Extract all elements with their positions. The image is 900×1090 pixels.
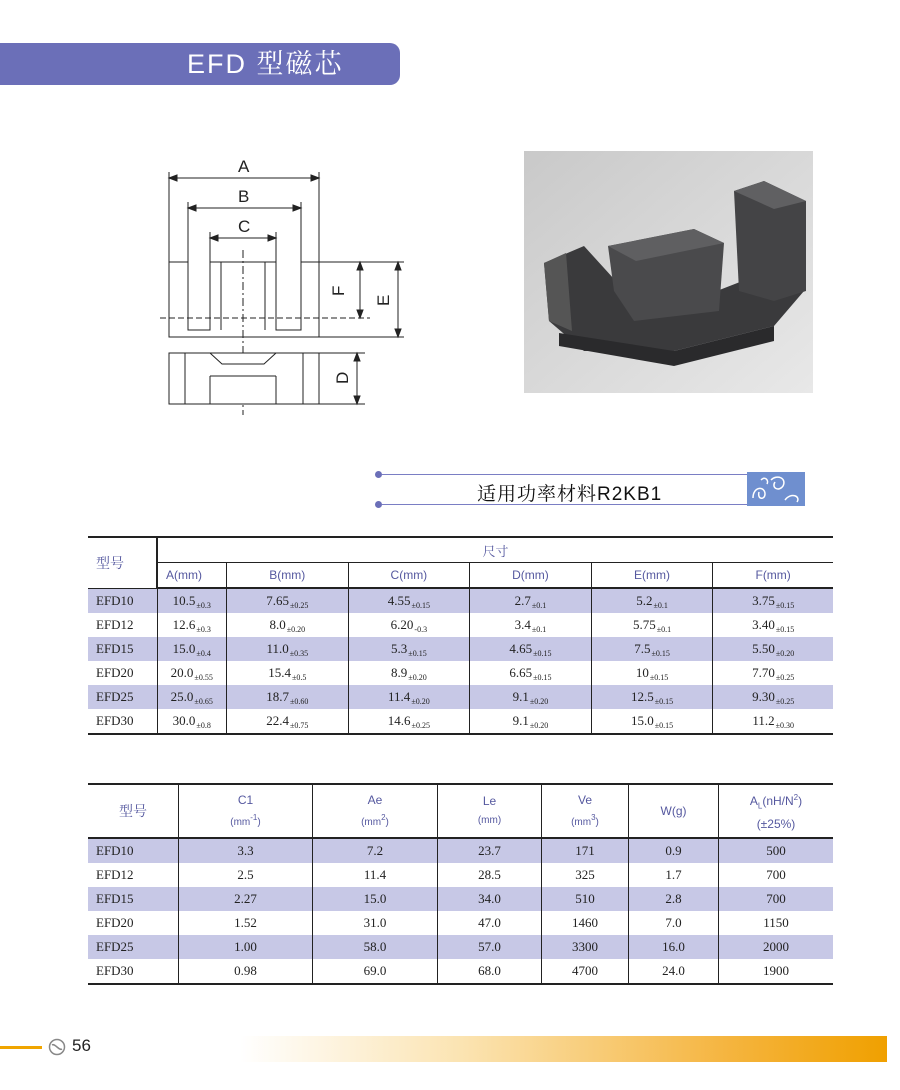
dimension-tolerance: ±0.15 <box>654 720 674 730</box>
dimension-tolerance: ±0.15 <box>533 648 552 658</box>
dimension-tolerance: ±0.5 <box>291 672 307 682</box>
dimension-tolerance: ±0.15 <box>775 624 795 634</box>
parameter-cell: 1.52 <box>179 911 313 935</box>
table1-group-header: 尺寸 <box>157 537 833 563</box>
table1-body <box>88 588 833 734</box>
dimension-tolerance: ±0.20 <box>411 696 430 706</box>
dimension-value: 15.4 <box>268 664 291 680</box>
dimension-cell <box>591 637 713 661</box>
dimension-cell <box>713 613 833 637</box>
dimension-value: 25.0 <box>170 688 194 704</box>
dimension-tolerance: ±0.15 <box>411 600 430 610</box>
table2-col-c1-unit: (mm <box>230 816 251 828</box>
dimension-cell <box>348 637 470 661</box>
table2-col-ve-unit: (mm <box>571 816 592 828</box>
dimension-cell <box>348 613 470 637</box>
material-bar-top-line <box>382 474 747 475</box>
dimension-tolerance: ±0.15 <box>408 648 427 658</box>
dimension-tolerance: ±0.25 <box>775 696 795 706</box>
dimension-value: 30.0 <box>172 712 196 728</box>
dimension-tolerance: ±0.20 <box>408 672 427 682</box>
dimension-value: 5.3 <box>391 640 408 656</box>
dimension-value: 3.75 <box>752 592 775 608</box>
dimension-tolerance: ±0.20 <box>775 648 795 658</box>
dimension-value: 5.2 <box>636 592 653 608</box>
dimension-tolerance: ±0.20 <box>529 696 549 706</box>
dimension-value: 3.40 <box>752 616 775 632</box>
parameter-cell: 68.0 <box>438 959 542 984</box>
table2-header-row <box>88 784 833 838</box>
table2-col-ve-close: ) <box>595 816 599 828</box>
parameter-cell: 15.0 <box>313 887 438 911</box>
dimension-cell <box>227 588 349 613</box>
dimension-cell <box>348 661 470 685</box>
table2-col-al-close: ) <box>798 793 803 808</box>
dimension-value: 11.4 <box>388 688 411 704</box>
page-title-banner <box>0 43 400 85</box>
dimension-cell <box>591 661 713 685</box>
dimension-cell <box>713 661 833 685</box>
parameter-cell: 3300 <box>542 935 629 959</box>
dimension-value: 18.7 <box>266 688 289 704</box>
parameter-cell: 171 <box>542 838 629 863</box>
dimension-tolerance: ±0.15 <box>775 600 795 610</box>
dimension-value: 11.2 <box>752 712 775 728</box>
parameter-cell: 3.3 <box>179 838 313 863</box>
model-cell: EFD20 <box>96 915 134 930</box>
parameter-cell: 16.0 <box>629 935 719 959</box>
model-cell: EFD15 <box>88 887 179 911</box>
dimension-value: 6.20 <box>390 616 414 632</box>
table1-col-d: D(mm) <box>470 563 592 589</box>
parameter-cell: 1900 <box>719 959 834 984</box>
table-row <box>88 709 833 734</box>
dimension-tolerance: ±0.35 <box>289 648 309 658</box>
dimension-value: 9.30 <box>752 688 775 704</box>
table2-col-ae-name: Ae <box>367 792 383 807</box>
dimension-cell <box>157 661 227 685</box>
parameter-cell: 2.5 <box>179 863 313 887</box>
table-row <box>88 887 833 911</box>
table1-col-b: B(mm) <box>227 563 349 589</box>
dimension-tolerance: ±0.1 <box>653 600 668 610</box>
dimension-cell <box>348 709 470 734</box>
dimension-value: 9.1 <box>512 712 529 728</box>
model-cell: EFD15 <box>88 637 157 661</box>
parameter-cell: 47.0 <box>438 911 542 935</box>
dimension-cell <box>470 685 592 709</box>
table2-col-c1-name: C1 <box>237 792 254 807</box>
parameter-cell: 7.2 <box>313 838 438 863</box>
label-b: B <box>238 187 250 206</box>
label-e: E <box>374 294 393 306</box>
dimension-cell <box>470 709 592 734</box>
dimension-tolerance: ±0.1 <box>531 624 547 634</box>
model-cell: EFD20 <box>96 665 134 680</box>
dimension-tolerance: ±0.3 <box>196 624 211 634</box>
footer-logo-icon <box>48 1038 66 1056</box>
parameter-cell: 24.0 <box>629 959 719 984</box>
dimension-value: 15.0 <box>172 640 196 656</box>
table2-col-ae-unit: (mm <box>361 816 382 828</box>
dimension-tolerance: ±0.3 <box>196 600 211 610</box>
parameter-cell: 2000 <box>719 935 834 959</box>
parameter-cell: 0.98 <box>179 959 313 984</box>
dimension-value: 10.5 <box>172 592 196 608</box>
dimension-value: 5.75 <box>632 616 656 632</box>
dimension-cell <box>227 709 349 734</box>
table1-group-row <box>88 537 833 563</box>
table1-col-a: A(mm) <box>157 563 227 589</box>
dimension-value: 6.65 <box>509 664 533 680</box>
table-row <box>88 935 833 959</box>
dimension-value: 8.9 <box>391 664 408 680</box>
table-row <box>88 613 833 637</box>
dimension-cell <box>157 588 227 613</box>
table2-col-le-unit: (mm) <box>477 815 502 826</box>
dimension-cell <box>157 685 227 709</box>
dimension-cell <box>348 588 470 613</box>
parameter-cell: 2.8 <box>629 887 719 911</box>
table2-model-header: 型号 <box>88 784 179 838</box>
dimension-cell <box>227 637 349 661</box>
table2-col-le <box>438 784 542 838</box>
dimension-cell <box>157 613 227 637</box>
table2-col-al <box>719 784 834 838</box>
parameter-cell: 1.00 <box>179 935 313 959</box>
dimensions-table <box>88 536 833 735</box>
dimension-tolerance: ±0.55 <box>194 672 213 682</box>
dimension-cell <box>157 709 227 734</box>
dimension-tolerance: ±0.65 <box>194 696 213 706</box>
label-d: D <box>333 371 352 384</box>
parameter-cell: 1460 <box>542 911 629 935</box>
table-row <box>88 685 833 709</box>
dimension-tolerance: ±0.25 <box>411 720 430 730</box>
table2-col-c1 <box>179 784 313 838</box>
parameter-cell: 700 <box>719 887 834 911</box>
material-bar-dot-top <box>375 471 382 478</box>
table2-col-al-sup: 2 <box>793 792 799 802</box>
dimension-value: 14.6 <box>387 712 411 728</box>
model-cell: EFD25 <box>88 935 179 959</box>
model-cell: EFD12 <box>96 617 134 632</box>
parameter-cell: 4700 <box>542 959 629 984</box>
dimension-tolerance: -0.3 <box>414 624 428 634</box>
label-c: C <box>238 217 251 236</box>
table1-col-f: F(mm) <box>713 563 833 589</box>
parameter-cell: 1150 <box>719 911 834 935</box>
parameter-cell: 57.0 <box>438 935 542 959</box>
parameter-cell: 325 <box>542 863 629 887</box>
table-row <box>88 588 833 613</box>
material-title: 适用功率材料R2KB1 <box>477 484 663 505</box>
table2-col-c1-sup: -1 <box>250 812 258 822</box>
table1-col-c: C(mm) <box>348 563 470 589</box>
parameter-cell: 510 <box>542 887 629 911</box>
dimension-cell <box>591 588 713 613</box>
dimension-cell <box>591 709 713 734</box>
dimension-cell <box>470 637 592 661</box>
dimension-tolerance: ±0.8 <box>196 720 211 730</box>
table1-model-header: 型号 <box>88 537 157 588</box>
material-bar-dot-bottom <box>375 501 382 508</box>
parameter-cell: 23.7 <box>438 838 542 863</box>
page-number: 56 <box>72 1036 91 1055</box>
dimension-tolerance: ±0.15 <box>649 672 669 682</box>
dimension-cell <box>470 613 592 637</box>
page-title: EFD 型磁芯 <box>187 49 344 79</box>
dimension-cell <box>713 588 833 613</box>
dimension-tolerance: ±0.1 <box>531 600 547 610</box>
dimension-value: 4.55 <box>387 592 411 608</box>
dimension-value: 12.5 <box>630 688 654 704</box>
model-cell: EFD10 <box>88 838 179 863</box>
dimension-value: 7.65 <box>266 592 289 608</box>
parameter-cell: 700 <box>719 863 834 887</box>
table-row <box>88 863 833 887</box>
dimension-value: 4.65 <box>509 640 533 656</box>
dimension-cell <box>348 685 470 709</box>
parameter-cell: 31.0 <box>313 911 438 935</box>
dimension-tolerance: ±0.20 <box>286 624 306 634</box>
dimension-value: 5.50 <box>752 640 775 656</box>
table2-col-ae <box>313 784 438 838</box>
dimension-cell <box>713 685 833 709</box>
dimension-tolerance: ±0.20 <box>529 720 549 730</box>
dimension-cell <box>227 613 349 637</box>
table2-col-al-sub: L <box>757 801 763 811</box>
table-row <box>88 838 833 863</box>
dimension-tolerance: ±0.4 <box>196 648 211 658</box>
dimension-value: 12.6 <box>172 616 196 632</box>
dimension-value: 20.0 <box>170 664 194 680</box>
dimension-cell <box>591 685 713 709</box>
dimension-value: 7.5 <box>634 640 651 656</box>
dimension-cell <box>227 661 349 685</box>
table2-col-le-name: Le <box>482 794 497 808</box>
dimension-value: 10 <box>635 664 649 680</box>
parameter-cell: 58.0 <box>313 935 438 959</box>
dimension-cell <box>713 637 833 661</box>
parameter-cell: 2.27 <box>179 887 313 911</box>
table2-col-al-tail: (nH/N <box>762 793 794 808</box>
dimension-value: 9.1 <box>512 688 529 704</box>
footer-accent-bar <box>0 1046 42 1049</box>
material-bar <box>375 470 805 508</box>
dimension-value: 8.0 <box>269 616 286 632</box>
dimension-value: 11.0 <box>266 640 289 656</box>
parameter-cell: 1.7 <box>629 863 719 887</box>
label-a: A <box>238 157 250 176</box>
dimension-cell <box>227 685 349 709</box>
table2-col-ve <box>542 784 629 838</box>
table-row <box>88 661 833 685</box>
parameter-cell: 69.0 <box>313 959 438 984</box>
table2-col-ve-name: Ve <box>577 792 592 807</box>
dimension-tolerance: ±0.15 <box>533 672 552 682</box>
table2-col-ae-sup: 2 <box>381 812 386 822</box>
table2-col-w: W(g) <box>629 784 719 838</box>
parameter-cell: 0.9 <box>629 838 719 863</box>
dimension-tolerance: ±0.75 <box>289 720 309 730</box>
core-product-photo <box>524 151 813 393</box>
table-row <box>88 959 833 984</box>
dimension-cell <box>713 709 833 734</box>
dimension-tolerance: ±0.30 <box>775 720 794 730</box>
model-cell: EFD10 <box>88 588 157 613</box>
parameter-cell: 11.4 <box>313 863 438 887</box>
table2-col-ae-close: ) <box>385 816 389 828</box>
table-row <box>88 911 833 935</box>
dimension-cell <box>157 637 227 661</box>
table-row <box>88 637 833 661</box>
dimension-tolerance: ±0.1 <box>656 624 672 634</box>
model-cell: EFD30 <box>96 963 134 978</box>
parameter-cell: 500 <box>719 838 834 863</box>
table1-col-e: E(mm) <box>591 563 713 589</box>
parameter-cell: 34.0 <box>438 887 542 911</box>
dimension-value: 22.4 <box>266 712 289 728</box>
parameter-cell: 28.5 <box>438 863 542 887</box>
parameters-table <box>88 783 833 985</box>
table2-col-al-unit: (±25%) <box>756 817 796 832</box>
dimension-tolerance: ±0.15 <box>654 696 674 706</box>
dimension-cell <box>470 661 592 685</box>
footer-gradient-bar <box>240 1036 887 1062</box>
dimension-cell <box>591 613 713 637</box>
dimension-value: 15.0 <box>630 712 654 728</box>
dimension-tolerance: ±0.15 <box>651 648 670 658</box>
dimension-tolerance: ±0.60 <box>289 696 309 706</box>
dimension-value: 3.4 <box>514 616 531 632</box>
table1-column-row <box>88 563 833 589</box>
label-f: F <box>329 285 348 296</box>
table2-col-ve-sup: 3 <box>591 812 596 822</box>
dimension-tolerance: ±0.25 <box>289 600 309 610</box>
dimension-value: 7.70 <box>752 664 775 680</box>
dimension-tolerance: ±0.25 <box>775 672 795 682</box>
model-cell: EFD25 <box>88 685 157 709</box>
model-cell: EFD30 <box>96 713 134 728</box>
core-dimension-diagram <box>160 150 420 420</box>
cloud-pattern-icon <box>747 472 805 506</box>
table2-col-c1-close: ) <box>257 816 261 828</box>
dimension-cell <box>470 588 592 613</box>
table2-col-al-name: A <box>749 793 758 808</box>
table2-body <box>88 838 833 984</box>
model-cell: EFD12 <box>96 867 134 882</box>
parameter-cell: 7.0 <box>629 911 719 935</box>
dimension-value: 2.7 <box>514 592 531 608</box>
